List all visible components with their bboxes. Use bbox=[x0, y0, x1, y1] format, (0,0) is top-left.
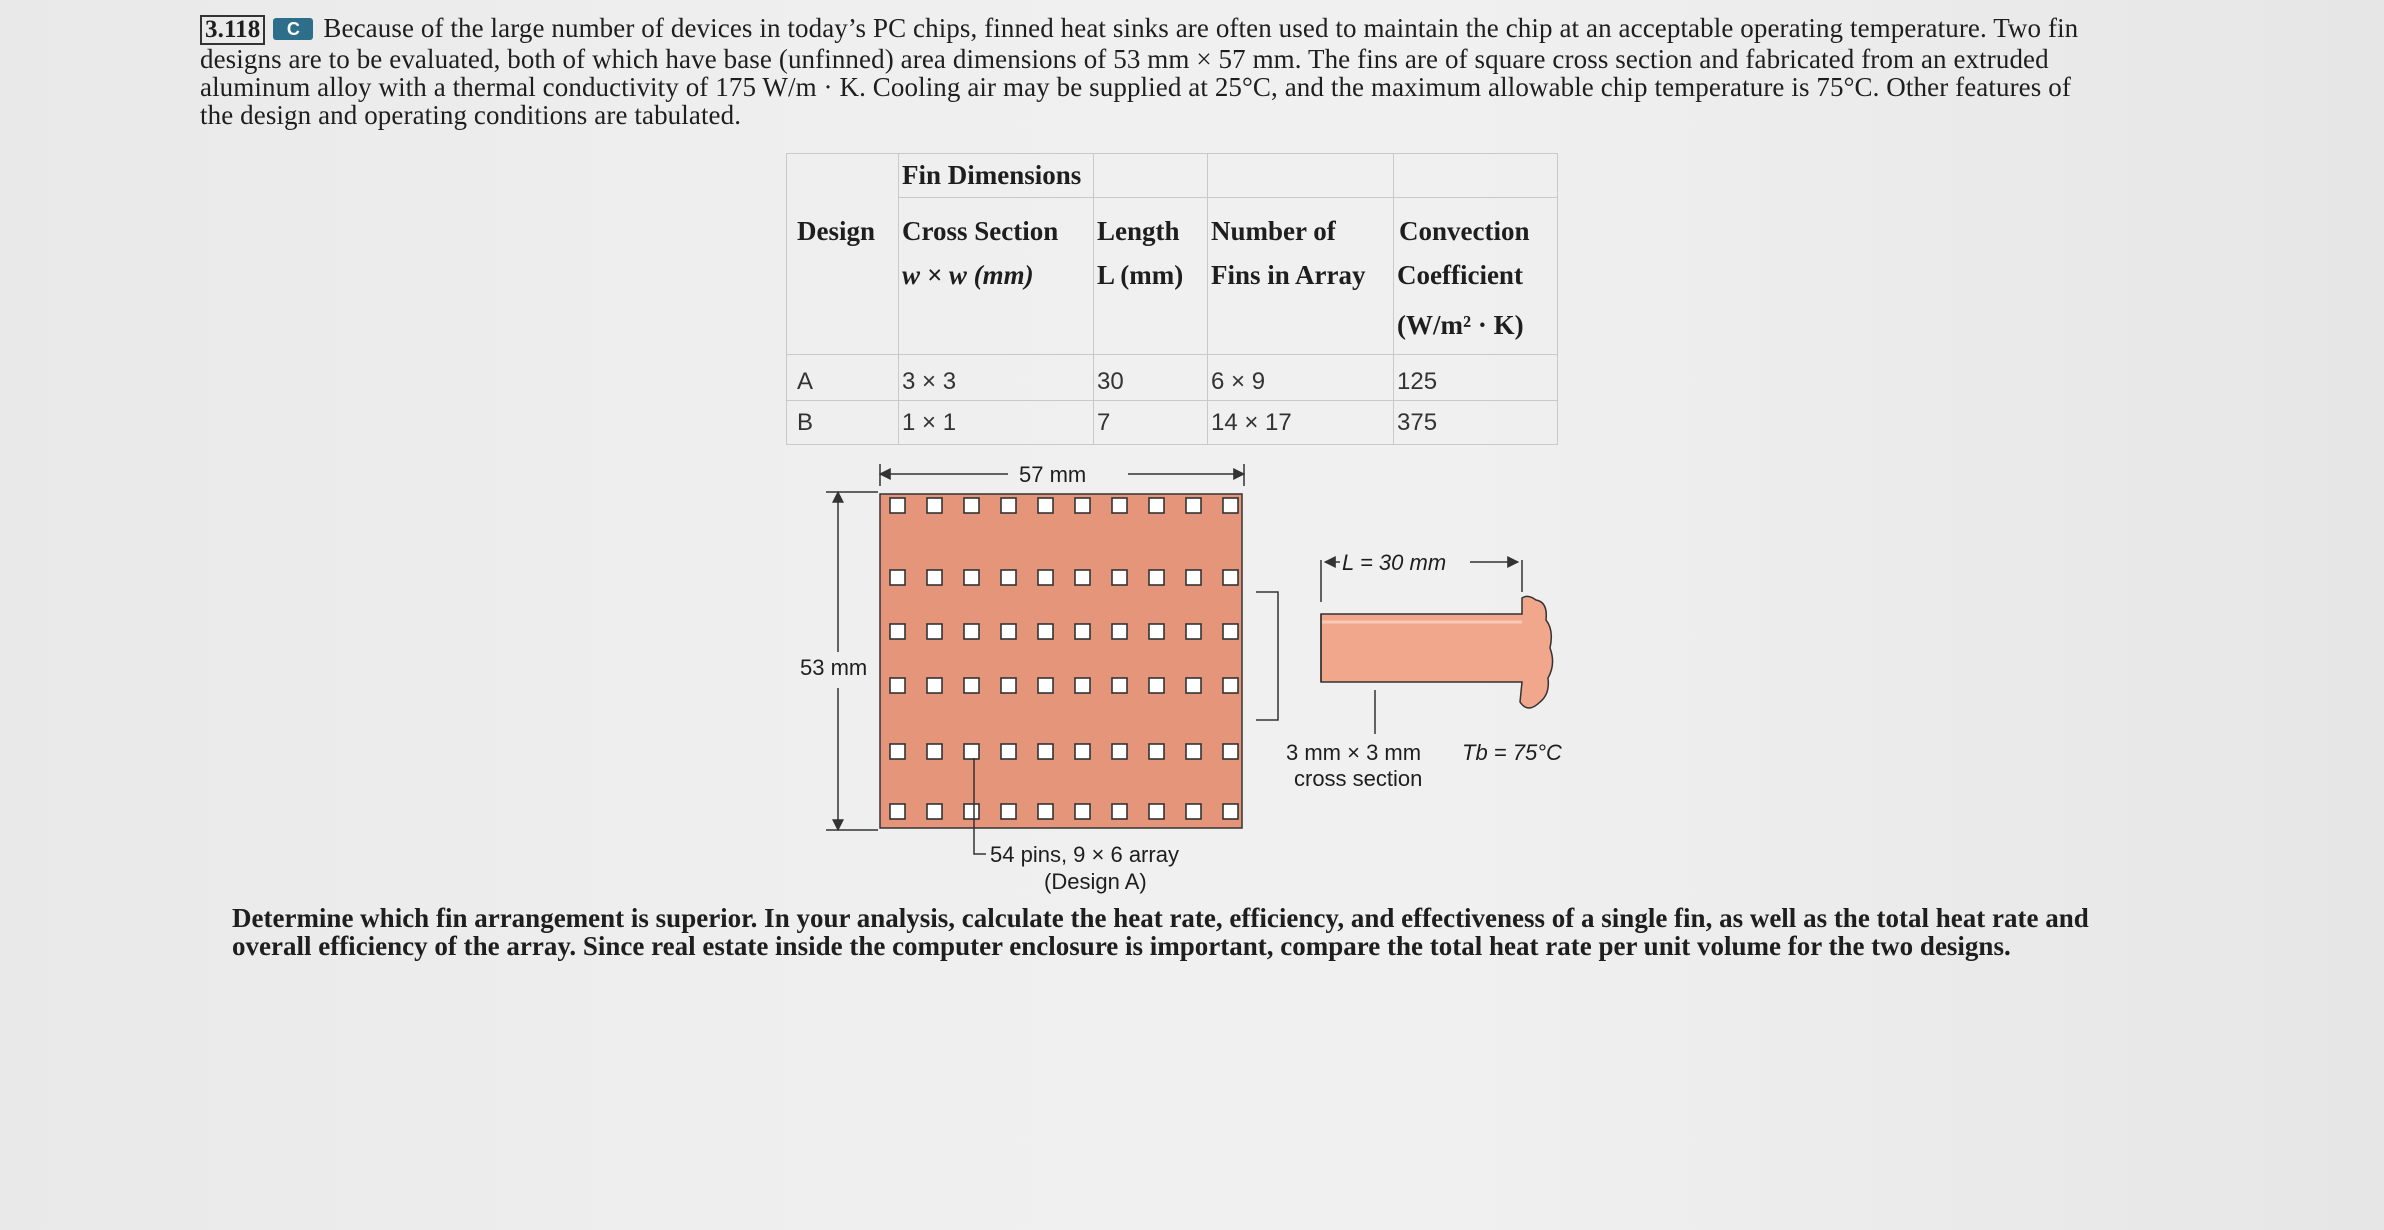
pin-fin bbox=[964, 804, 979, 819]
pin-fin bbox=[1223, 498, 1238, 513]
row-b-fins: 14 × 17 bbox=[1211, 409, 1292, 436]
problem-intro-text: Because of the large number of devices in today’s PC chips, finned heat sinks are often used to maintain the chip at an acceptable operating temperature. Two fin designs are to be evaluated, both of which have base (unfinned) area dimensions of 53 mm × 57 mm. The fins are of square cross section and fabricated from an extruded aluminum alloy with a thermal conductivity of 175 W/m · K. Cooling air may be supplied at 25°C, and the maximum allowable chip temperature is 75°C. Other features of the design and operating conditions are tabulated. bbox=[200, 13, 2079, 130]
pin-fin bbox=[1038, 498, 1053, 513]
fin-side-view bbox=[1321, 596, 1553, 708]
pin-fin bbox=[927, 624, 942, 639]
pin-fin bbox=[1038, 804, 1053, 819]
fins-in-array-header: Fins in Array bbox=[1211, 260, 1366, 290]
length-header: Length bbox=[1097, 216, 1180, 246]
pin-fin bbox=[927, 804, 942, 819]
pin-fin bbox=[1075, 570, 1090, 585]
cross-section-header: Cross Section bbox=[902, 216, 1059, 246]
pin-fin bbox=[1186, 624, 1201, 639]
pin-fin bbox=[1149, 624, 1164, 639]
pin-fin bbox=[1001, 744, 1016, 759]
fin-length-label: L = 30 mm bbox=[1342, 550, 1447, 575]
pin-fin bbox=[1001, 570, 1016, 585]
pin-fin bbox=[1186, 498, 1201, 513]
pin-fin bbox=[1075, 804, 1090, 819]
width-label: 57 mm bbox=[1019, 462, 1087, 487]
pin-fin bbox=[1001, 624, 1016, 639]
pin-fin bbox=[1038, 744, 1053, 759]
pin-fin bbox=[890, 804, 905, 819]
pin-fin bbox=[1223, 624, 1238, 639]
pin-fin bbox=[1112, 624, 1127, 639]
pin-fin bbox=[927, 570, 942, 585]
pin-fin bbox=[1075, 678, 1090, 693]
cross-section-label: cross section bbox=[1294, 766, 1423, 791]
length-unit: L (mm) bbox=[1097, 260, 1184, 290]
pin-fin bbox=[1186, 744, 1201, 759]
computer-problem-icon: C bbox=[273, 18, 313, 40]
fin-dimensions-header: Fin Dimensions bbox=[902, 160, 1082, 190]
row-a-fins: 6 × 9 bbox=[1211, 368, 1266, 395]
pin-fin bbox=[890, 570, 905, 585]
pin-fin bbox=[964, 744, 979, 759]
height-label: 53 mm bbox=[800, 655, 868, 680]
pin-fin bbox=[1149, 678, 1164, 693]
row-b-length: 7 bbox=[1097, 409, 1111, 436]
pin-fin bbox=[1186, 678, 1201, 693]
row-a-length: 30 bbox=[1097, 368, 1124, 395]
pin-fin bbox=[1038, 678, 1053, 693]
number-of-fins-header: Number of bbox=[1211, 216, 1336, 246]
cross-section-unit: w × w (mm) bbox=[902, 260, 1034, 290]
pin-fin bbox=[964, 498, 979, 513]
pin-fin bbox=[1223, 804, 1238, 819]
pin-fin bbox=[1038, 624, 1053, 639]
pin-fin bbox=[1149, 744, 1164, 759]
coefficient-header: Coefficient bbox=[1397, 260, 1523, 290]
row-a-cross-section: 3 × 3 bbox=[902, 368, 957, 395]
pin-fin bbox=[1112, 570, 1127, 585]
pin-fin bbox=[964, 624, 979, 639]
heat-sink-base bbox=[880, 494, 1242, 828]
pin-fin bbox=[1001, 498, 1016, 513]
pin-fin bbox=[927, 744, 942, 759]
pin-fin bbox=[927, 678, 942, 693]
pin-fin bbox=[1075, 624, 1090, 639]
pin-fin bbox=[1223, 678, 1238, 693]
pin-fin bbox=[1075, 498, 1090, 513]
pin-fin bbox=[1001, 804, 1016, 819]
design-a-label: (Design A) bbox=[1044, 869, 1147, 894]
row-b-h: 375 bbox=[1397, 409, 1438, 436]
cross-section-size-label: 3 mm × 3 mm bbox=[1286, 740, 1422, 765]
pin-fin bbox=[964, 570, 979, 585]
pin-fin bbox=[1186, 804, 1201, 819]
convection-header: Convection bbox=[1399, 216, 1530, 246]
pin-fin bbox=[1038, 570, 1053, 585]
base-temperature-label: Tb = 75°C bbox=[1462, 740, 1562, 765]
pin-fin bbox=[1149, 498, 1164, 513]
pin-fin bbox=[890, 744, 905, 759]
row-b-design: B bbox=[797, 409, 814, 436]
row-a-design: A bbox=[797, 368, 814, 395]
heat-sink-diagram bbox=[780, 452, 1580, 912]
fin-design-table bbox=[786, 153, 1558, 445]
pin-fin bbox=[1112, 744, 1127, 759]
pin-fin bbox=[964, 678, 979, 693]
row-b-cross-section: 1 × 1 bbox=[902, 409, 957, 436]
pin-fin bbox=[890, 678, 905, 693]
pin-fin bbox=[890, 498, 905, 513]
pin-fin bbox=[1112, 678, 1127, 693]
pin-fin bbox=[927, 498, 942, 513]
pin-fin bbox=[890, 624, 905, 639]
pin-fin bbox=[1001, 678, 1016, 693]
fin-row-bracket bbox=[1256, 592, 1278, 720]
problem-question: Determine which fin arrangement is superior. In your analysis, calculate the heat rate, efficiency, and effectiveness of a single fin, as well as the total heat rate and overall efficiency of the array. Since real estate inside the computer enclosure is important, compare the total heat rate per unit volume for the two designs. bbox=[232, 903, 2089, 961]
pin-fin bbox=[1149, 804, 1164, 819]
pin-fin bbox=[1223, 744, 1238, 759]
pin-fin bbox=[1112, 498, 1127, 513]
pin-fin bbox=[1149, 570, 1164, 585]
problem-statement bbox=[200, 14, 2080, 129]
pin-array-label: 54 pins, 9 × 6 array bbox=[990, 842, 1179, 867]
pin-fin bbox=[1186, 570, 1201, 585]
pin-fin bbox=[1223, 570, 1238, 585]
problem-number: 3.118 bbox=[200, 15, 265, 45]
pin-fin bbox=[1075, 744, 1090, 759]
convection-unit: (W/m² · K) bbox=[1397, 310, 1524, 340]
pin-fin bbox=[1112, 804, 1127, 819]
design-header: Design bbox=[797, 216, 876, 246]
row-a-h: 125 bbox=[1397, 368, 1438, 395]
